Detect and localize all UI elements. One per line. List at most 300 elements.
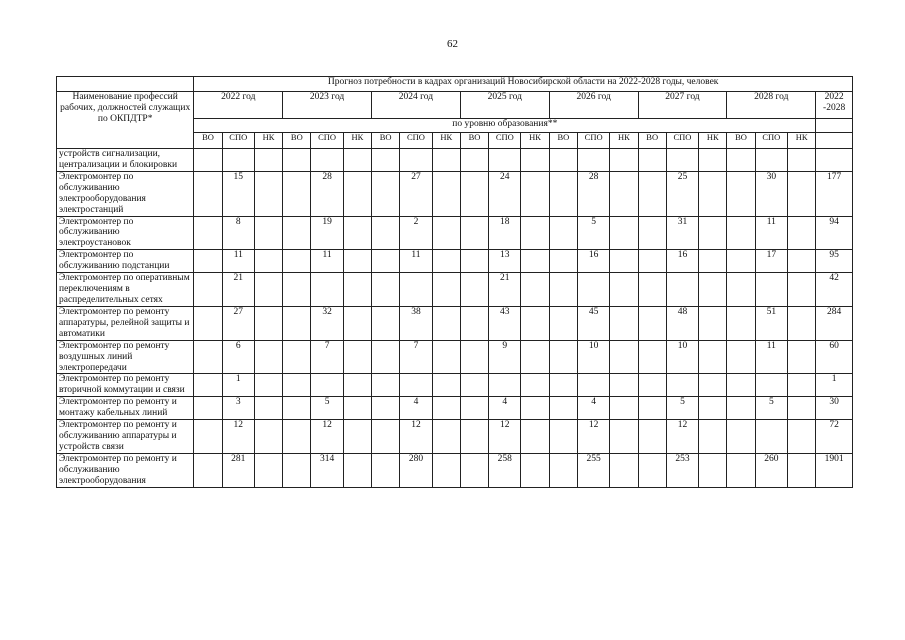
spo-value-cell: 7 bbox=[400, 340, 432, 374]
header-blank-cell bbox=[57, 77, 194, 92]
profession-name-cell: устройств сигнализации, централизации и блокировки bbox=[57, 149, 194, 172]
level-header: СПО bbox=[311, 133, 343, 149]
spo-value-cell: 18 bbox=[489, 216, 521, 250]
vo-value-cell bbox=[372, 149, 400, 172]
level-header: ВО bbox=[638, 133, 666, 149]
vo-value-cell bbox=[549, 149, 577, 172]
total-subheader-blank bbox=[816, 119, 853, 133]
vo-value-cell bbox=[283, 216, 311, 250]
spo-value-cell: 21 bbox=[222, 273, 254, 307]
level-header: СПО bbox=[755, 133, 787, 149]
spo-value-cell bbox=[577, 149, 609, 172]
nk-value-cell bbox=[254, 420, 282, 454]
nk-value-cell bbox=[610, 171, 638, 216]
nk-value-cell bbox=[343, 250, 371, 273]
level-header: СПО bbox=[666, 133, 698, 149]
vo-value-cell bbox=[372, 171, 400, 216]
nk-value-cell bbox=[610, 420, 638, 454]
nk-value-cell bbox=[787, 250, 815, 273]
vo-value-cell bbox=[194, 171, 222, 216]
nk-value-cell bbox=[699, 273, 727, 307]
nk-value-cell bbox=[521, 374, 549, 397]
spo-value-cell: 5 bbox=[311, 397, 343, 420]
spo-value-cell bbox=[755, 420, 787, 454]
nk-value-cell bbox=[432, 250, 460, 273]
nk-value-cell bbox=[787, 216, 815, 250]
vo-value-cell bbox=[194, 453, 222, 487]
education-level-header: по уровню образования** bbox=[194, 119, 816, 133]
total-value-cell: 30 bbox=[816, 397, 853, 420]
spo-value-cell: 12 bbox=[311, 420, 343, 454]
nk-value-cell bbox=[610, 374, 638, 397]
nk-value-cell bbox=[521, 250, 549, 273]
page-number: 62 bbox=[447, 38, 458, 50]
forecast-title-header: Прогноз потребности в кадрах организаций Новосибирской области на 2022-2028 годы, человек bbox=[194, 77, 853, 92]
nk-value-cell bbox=[254, 453, 282, 487]
spo-value-cell: 258 bbox=[489, 453, 521, 487]
year-header: 2027 год bbox=[638, 92, 727, 119]
year-header: 2025 год bbox=[460, 92, 549, 119]
spo-value-cell: 11 bbox=[222, 250, 254, 273]
nk-value-cell bbox=[787, 453, 815, 487]
nk-value-cell bbox=[699, 340, 727, 374]
spo-value-cell: 5 bbox=[577, 216, 609, 250]
nk-value-cell bbox=[432, 420, 460, 454]
vo-value-cell bbox=[460, 397, 488, 420]
spo-value-cell: 280 bbox=[400, 453, 432, 487]
total-value-cell: 60 bbox=[816, 340, 853, 374]
spo-value-cell: 260 bbox=[755, 453, 787, 487]
level-header: ВО bbox=[194, 133, 222, 149]
level-header: СПО bbox=[489, 133, 521, 149]
vo-value-cell bbox=[638, 397, 666, 420]
nk-value-cell bbox=[787, 149, 815, 172]
nk-value-cell bbox=[787, 397, 815, 420]
total-value-cell: 42 bbox=[816, 273, 853, 307]
vo-value-cell bbox=[283, 171, 311, 216]
spo-value-cell: 4 bbox=[489, 397, 521, 420]
nk-value-cell bbox=[432, 340, 460, 374]
total-value-cell: 72 bbox=[816, 420, 853, 454]
vo-value-cell bbox=[194, 216, 222, 250]
nk-value-cell bbox=[699, 149, 727, 172]
nk-value-cell bbox=[699, 250, 727, 273]
total-header: 2022 -2028 bbox=[816, 92, 853, 119]
vo-value-cell bbox=[460, 250, 488, 273]
spo-value-cell: 51 bbox=[755, 306, 787, 340]
nk-value-cell bbox=[343, 306, 371, 340]
vo-value-cell bbox=[283, 250, 311, 273]
vo-value-cell bbox=[727, 397, 755, 420]
year-header: 2028 год bbox=[727, 92, 816, 119]
vo-value-cell bbox=[549, 273, 577, 307]
total-value-cell bbox=[816, 149, 853, 172]
nk-value-cell bbox=[521, 397, 549, 420]
spo-value-cell: 255 bbox=[577, 453, 609, 487]
nk-value-cell bbox=[787, 306, 815, 340]
nk-value-cell bbox=[343, 171, 371, 216]
spo-value-cell: 2 bbox=[400, 216, 432, 250]
table-row bbox=[57, 340, 853, 374]
nk-value-cell bbox=[521, 149, 549, 172]
nk-value-cell bbox=[610, 397, 638, 420]
spo-value-cell: 25 bbox=[666, 171, 698, 216]
spo-value-cell bbox=[400, 374, 432, 397]
year-header: 2026 год bbox=[549, 92, 638, 119]
table-row bbox=[57, 273, 853, 307]
nk-value-cell bbox=[610, 453, 638, 487]
nk-value-cell bbox=[432, 306, 460, 340]
vo-value-cell bbox=[372, 273, 400, 307]
vo-value-cell bbox=[194, 420, 222, 454]
vo-value-cell bbox=[283, 420, 311, 454]
nk-value-cell bbox=[432, 453, 460, 487]
spo-value-cell: 9 bbox=[489, 340, 521, 374]
nk-value-cell bbox=[254, 273, 282, 307]
vo-value-cell bbox=[372, 374, 400, 397]
profession-name-cell: Электромонтер по обслуживанию электроустановок bbox=[57, 216, 194, 250]
vo-value-cell bbox=[372, 340, 400, 374]
table-row bbox=[57, 420, 853, 454]
year-header: 2023 год bbox=[283, 92, 372, 119]
vo-value-cell bbox=[460, 306, 488, 340]
vo-value-cell bbox=[549, 374, 577, 397]
vo-value-cell bbox=[460, 216, 488, 250]
spo-value-cell bbox=[489, 149, 521, 172]
spo-value-cell: 1 bbox=[222, 374, 254, 397]
vo-value-cell bbox=[549, 306, 577, 340]
total-value-cell: 94 bbox=[816, 216, 853, 250]
nk-value-cell bbox=[343, 453, 371, 487]
vo-value-cell bbox=[283, 340, 311, 374]
vo-value-cell bbox=[372, 453, 400, 487]
nk-value-cell bbox=[254, 397, 282, 420]
spo-value-cell bbox=[666, 374, 698, 397]
spo-value-cell bbox=[489, 374, 521, 397]
vo-value-cell bbox=[460, 273, 488, 307]
vo-value-cell bbox=[727, 340, 755, 374]
spo-value-cell bbox=[400, 149, 432, 172]
spo-value-cell: 4 bbox=[577, 397, 609, 420]
total-value-cell: 1901 bbox=[816, 453, 853, 487]
nk-value-cell bbox=[699, 374, 727, 397]
level-header: НК bbox=[699, 133, 727, 149]
forecast-table bbox=[56, 76, 853, 488]
spo-value-cell: 5 bbox=[755, 397, 787, 420]
nk-value-cell bbox=[610, 273, 638, 307]
vo-value-cell bbox=[549, 216, 577, 250]
spo-value-cell: 15 bbox=[222, 171, 254, 216]
spo-value-cell bbox=[755, 149, 787, 172]
spo-value-cell: 43 bbox=[489, 306, 521, 340]
nk-value-cell bbox=[787, 374, 815, 397]
vo-value-cell bbox=[638, 250, 666, 273]
spo-value-cell: 11 bbox=[755, 216, 787, 250]
spo-value-cell: 48 bbox=[666, 306, 698, 340]
vo-value-cell bbox=[727, 374, 755, 397]
spo-value-cell: 8 bbox=[222, 216, 254, 250]
spo-value-cell bbox=[311, 149, 343, 172]
nk-value-cell bbox=[521, 273, 549, 307]
level-header: НК bbox=[432, 133, 460, 149]
nk-value-cell bbox=[699, 420, 727, 454]
spo-value-cell bbox=[311, 273, 343, 307]
vo-value-cell bbox=[549, 250, 577, 273]
spo-value-cell: 7 bbox=[311, 340, 343, 374]
nk-value-cell bbox=[699, 306, 727, 340]
nk-value-cell bbox=[521, 216, 549, 250]
nk-value-cell bbox=[787, 340, 815, 374]
vo-value-cell bbox=[638, 273, 666, 307]
spo-value-cell: 3 bbox=[222, 397, 254, 420]
nk-value-cell bbox=[787, 420, 815, 454]
nk-value-cell bbox=[254, 250, 282, 273]
nk-value-cell bbox=[343, 420, 371, 454]
vo-value-cell bbox=[727, 420, 755, 454]
spo-value-cell bbox=[666, 149, 698, 172]
vo-value-cell bbox=[460, 374, 488, 397]
spo-value-cell: 12 bbox=[489, 420, 521, 454]
spo-value-cell: 12 bbox=[400, 420, 432, 454]
vo-value-cell bbox=[727, 453, 755, 487]
nk-value-cell bbox=[254, 374, 282, 397]
vo-value-cell bbox=[283, 453, 311, 487]
vo-value-cell bbox=[194, 273, 222, 307]
spo-value-cell bbox=[577, 374, 609, 397]
profession-name-cell: Электромонтер по ремонту вторичной коммутации и связи bbox=[57, 374, 194, 397]
nk-value-cell bbox=[254, 149, 282, 172]
year-header: 2024 год bbox=[372, 92, 461, 119]
nk-value-cell bbox=[521, 453, 549, 487]
table-row bbox=[57, 149, 853, 172]
total-value-cell: 1 bbox=[816, 374, 853, 397]
level-header: ВО bbox=[460, 133, 488, 149]
spo-value-cell bbox=[755, 374, 787, 397]
spo-value-cell: 10 bbox=[666, 340, 698, 374]
nk-value-cell bbox=[254, 216, 282, 250]
profession-name-cell: Электромонтер по ремонту воздушных линий электропередачи bbox=[57, 340, 194, 374]
spo-value-cell: 11 bbox=[755, 340, 787, 374]
vo-value-cell bbox=[283, 397, 311, 420]
vo-value-cell bbox=[638, 171, 666, 216]
table-row bbox=[57, 453, 853, 487]
nk-value-cell bbox=[254, 340, 282, 374]
spo-value-cell: 4 bbox=[400, 397, 432, 420]
profession-name-cell: Электромонтер по ремонту и обслуживанию электрооборудования bbox=[57, 453, 194, 487]
spo-value-cell: 31 bbox=[666, 216, 698, 250]
spo-value-cell: 6 bbox=[222, 340, 254, 374]
table-row bbox=[57, 306, 853, 340]
nk-value-cell bbox=[343, 149, 371, 172]
spo-value-cell bbox=[577, 273, 609, 307]
spo-value-cell: 12 bbox=[666, 420, 698, 454]
vo-value-cell bbox=[727, 149, 755, 172]
spo-value-cell: 45 bbox=[577, 306, 609, 340]
nk-value-cell bbox=[254, 171, 282, 216]
spo-value-cell: 28 bbox=[577, 171, 609, 216]
nk-value-cell bbox=[521, 306, 549, 340]
spo-value-cell: 28 bbox=[311, 171, 343, 216]
vo-value-cell bbox=[638, 340, 666, 374]
level-header: ВО bbox=[283, 133, 311, 149]
level-header: НК bbox=[254, 133, 282, 149]
spo-value-cell: 13 bbox=[489, 250, 521, 273]
spo-value-cell: 281 bbox=[222, 453, 254, 487]
level-header: СПО bbox=[400, 133, 432, 149]
vo-value-cell bbox=[549, 420, 577, 454]
vo-value-cell bbox=[638, 420, 666, 454]
level-header: ВО bbox=[372, 133, 400, 149]
nk-value-cell bbox=[787, 171, 815, 216]
table-row bbox=[57, 171, 853, 216]
spo-value-cell: 19 bbox=[311, 216, 343, 250]
spo-value-cell: 16 bbox=[577, 250, 609, 273]
total-level-blank bbox=[816, 133, 853, 149]
vo-value-cell bbox=[638, 306, 666, 340]
vo-value-cell bbox=[549, 171, 577, 216]
vo-value-cell bbox=[372, 306, 400, 340]
nk-value-cell bbox=[787, 273, 815, 307]
vo-value-cell bbox=[283, 374, 311, 397]
spo-value-cell: 12 bbox=[577, 420, 609, 454]
nk-value-cell bbox=[343, 397, 371, 420]
spo-value-cell: 38 bbox=[400, 306, 432, 340]
vo-value-cell bbox=[549, 397, 577, 420]
profession-name-cell: Электромонтер по ремонту и обслуживанию аппаратуры и устройств связи bbox=[57, 420, 194, 454]
vo-value-cell bbox=[194, 374, 222, 397]
spo-value-cell: 314 bbox=[311, 453, 343, 487]
total-value-cell: 95 bbox=[816, 250, 853, 273]
spo-value-cell bbox=[400, 273, 432, 307]
level-header: СПО bbox=[577, 133, 609, 149]
vo-value-cell bbox=[638, 149, 666, 172]
spo-value-cell bbox=[311, 374, 343, 397]
vo-value-cell bbox=[372, 250, 400, 273]
nk-value-cell bbox=[343, 340, 371, 374]
vo-value-cell bbox=[727, 250, 755, 273]
vo-value-cell bbox=[194, 149, 222, 172]
spo-value-cell: 24 bbox=[489, 171, 521, 216]
vo-value-cell bbox=[372, 216, 400, 250]
vo-value-cell bbox=[194, 397, 222, 420]
vo-value-cell bbox=[372, 397, 400, 420]
vo-value-cell bbox=[460, 171, 488, 216]
profession-name-cell: Электромонтер по обслуживанию электрооборудования электростанций bbox=[57, 171, 194, 216]
year-header: 2022 год bbox=[194, 92, 283, 119]
total-value-cell: 284 bbox=[816, 306, 853, 340]
nk-value-cell bbox=[521, 420, 549, 454]
level-header: НК bbox=[521, 133, 549, 149]
nk-value-cell bbox=[699, 171, 727, 216]
spo-value-cell: 30 bbox=[755, 171, 787, 216]
vo-value-cell bbox=[372, 420, 400, 454]
nk-value-cell bbox=[432, 374, 460, 397]
nk-value-cell bbox=[610, 340, 638, 374]
nk-value-cell bbox=[343, 216, 371, 250]
vo-value-cell bbox=[283, 273, 311, 307]
vo-value-cell bbox=[727, 273, 755, 307]
spo-value-cell: 12 bbox=[222, 420, 254, 454]
nk-value-cell bbox=[610, 250, 638, 273]
spo-value-cell: 21 bbox=[489, 273, 521, 307]
spo-value-cell bbox=[666, 273, 698, 307]
spo-value-cell: 11 bbox=[400, 250, 432, 273]
profession-name-cell: Электромонтер по ремонту и монтажу кабельных линий bbox=[57, 397, 194, 420]
level-header: НК bbox=[610, 133, 638, 149]
vo-value-cell bbox=[460, 453, 488, 487]
spo-value-cell: 253 bbox=[666, 453, 698, 487]
spo-value-cell: 10 bbox=[577, 340, 609, 374]
vo-value-cell bbox=[194, 340, 222, 374]
level-header: ВО bbox=[549, 133, 577, 149]
nk-value-cell bbox=[610, 306, 638, 340]
profession-name-cell: Электромонтер по ремонту аппаратуры, релейной защиты и автоматики bbox=[57, 306, 194, 340]
spo-value-cell: 27 bbox=[400, 171, 432, 216]
vo-value-cell bbox=[727, 306, 755, 340]
nk-value-cell bbox=[432, 149, 460, 172]
profession-name-header: Наименование профессий рабочих, должностей служащих по ОКПДТР* bbox=[57, 92, 194, 149]
spo-value-cell: 32 bbox=[311, 306, 343, 340]
vo-value-cell bbox=[638, 453, 666, 487]
level-header: НК bbox=[343, 133, 371, 149]
profession-name-cell: Электромонтер по оперативным переключениям в распределительных сетях bbox=[57, 273, 194, 307]
nk-value-cell bbox=[432, 216, 460, 250]
nk-value-cell bbox=[699, 397, 727, 420]
nk-value-cell bbox=[521, 340, 549, 374]
table-row bbox=[57, 250, 853, 273]
nk-value-cell bbox=[699, 216, 727, 250]
level-header: ВО bbox=[727, 133, 755, 149]
nk-value-cell bbox=[343, 374, 371, 397]
nk-value-cell bbox=[343, 273, 371, 307]
nk-value-cell bbox=[432, 171, 460, 216]
level-header: НК bbox=[787, 133, 815, 149]
table-row bbox=[57, 216, 853, 250]
vo-value-cell bbox=[194, 250, 222, 273]
vo-value-cell bbox=[283, 149, 311, 172]
vo-value-cell bbox=[460, 340, 488, 374]
vo-value-cell bbox=[638, 216, 666, 250]
vo-value-cell bbox=[460, 149, 488, 172]
nk-value-cell bbox=[432, 397, 460, 420]
total-value-cell: 177 bbox=[816, 171, 853, 216]
spo-value-cell: 27 bbox=[222, 306, 254, 340]
table-row bbox=[57, 374, 853, 397]
vo-value-cell bbox=[460, 420, 488, 454]
spo-value-cell: 17 bbox=[755, 250, 787, 273]
nk-value-cell bbox=[254, 306, 282, 340]
vo-value-cell bbox=[549, 340, 577, 374]
spo-value-cell: 5 bbox=[666, 397, 698, 420]
spo-value-cell bbox=[755, 273, 787, 307]
vo-value-cell bbox=[283, 306, 311, 340]
profession-name-cell: Электромонтер по обслуживанию подстанции bbox=[57, 250, 194, 273]
vo-value-cell bbox=[194, 306, 222, 340]
level-header: СПО bbox=[222, 133, 254, 149]
spo-value-cell: 11 bbox=[311, 250, 343, 273]
table-row bbox=[57, 397, 853, 420]
nk-value-cell bbox=[610, 216, 638, 250]
vo-value-cell bbox=[549, 453, 577, 487]
spo-value-cell bbox=[222, 149, 254, 172]
vo-value-cell bbox=[638, 374, 666, 397]
nk-value-cell bbox=[521, 171, 549, 216]
vo-value-cell bbox=[727, 216, 755, 250]
nk-value-cell bbox=[699, 453, 727, 487]
nk-value-cell bbox=[610, 149, 638, 172]
spo-value-cell: 16 bbox=[666, 250, 698, 273]
vo-value-cell bbox=[727, 171, 755, 216]
